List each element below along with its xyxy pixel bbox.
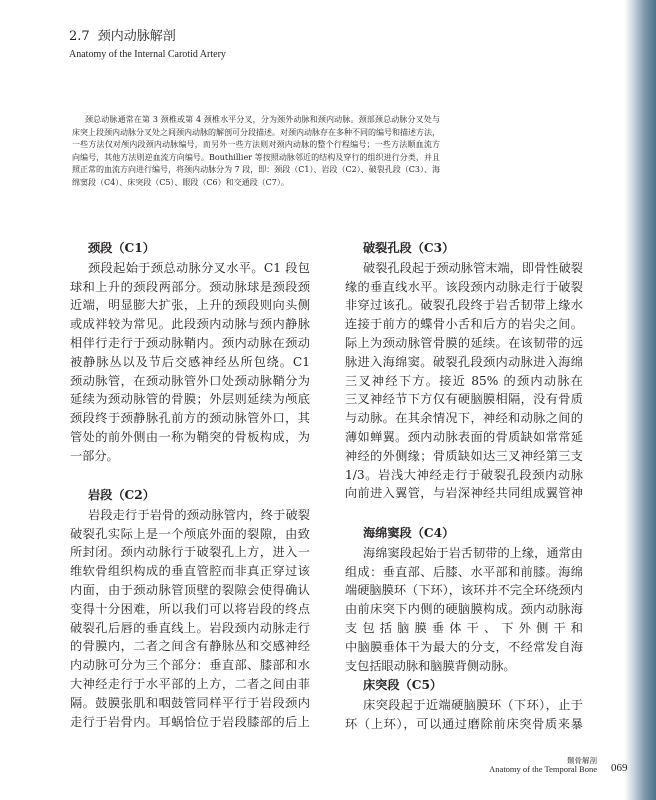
text-line: 缘的垂直线水平。该段颈内动脉走行于破裂 — [345, 279, 583, 294]
text-line: 被静脉丛以及节后交感神经丛所包绕。C1 — [70, 354, 310, 369]
text-line: 走行于岩骨内。耳蜗恰位于岩段膝部的后上 — [70, 714, 310, 729]
text-line: 向编号，其他方法则逆血流方向编号。Bouthillier 等按照动脉邻近的结构及穿行的组织进行分类，并且 — [72, 152, 440, 162]
text-line: 或成袢较为常见。此段颈内动脉与颈内静脉 — [70, 317, 310, 332]
text-line: 的骨膜内，二者之间含有静脉丛和交感神经 — [70, 639, 310, 654]
text-line: 内面，由于颈动脉管顶壁的裂隙会使得确认 — [70, 582, 310, 597]
text-line: 岩段走行于岩骨的颈动脉管内，终于破裂 — [88, 507, 310, 522]
text-line: 与动脉。在其余情况下，神经和动脉之间的 — [345, 411, 583, 426]
text-line: 由前床突下内侧的硬脑膜构成。颈内动脉海 — [345, 602, 583, 617]
text-line: 支包括脑膜垂体干、下外侧干和 — [345, 620, 583, 635]
section-heading: 颈段（C1） — [88, 241, 155, 255]
text-line: 际上为颈动脉管骨膜的延续。在该韧带的远 — [345, 335, 583, 350]
text-line: 非穿过该孔。破裂孔段终于岩舌韧带上缘水 — [345, 298, 583, 313]
running-footer-english: Anatomy of the Temporal Bone — [489, 764, 597, 774]
text-line: 海绵窦段起始于岩舌韧带的上缘，通常由 — [363, 545, 583, 560]
text-line: 所封闭。颈内动脉行于破裂孔上方，进入一 — [70, 545, 310, 560]
section-heading: 海绵窦段（C4） — [363, 526, 455, 540]
text-line: 向前进入翼管，与岩深神经共同组成翼管神 — [345, 486, 583, 501]
section-paragraph — [345, 259, 583, 503]
section-title-text: 颈内动脉解剖 — [97, 29, 176, 44]
text-line: 颈段起始于颈总动脉分叉水平。C1 段包 — [88, 260, 310, 275]
text-line: 近端，明显膨大扩张，上升的颈段则向头侧 — [70, 298, 310, 313]
intro-paragraph — [72, 114, 440, 189]
text-line: 隔。鼓膜张肌和咽鼓管同样平行于岩段颈内 — [70, 695, 310, 710]
text-line: 大神经走行于水平部的上方，二者之间由菲 — [70, 676, 310, 691]
text-line: 维软骨组织构成的垂直管腔而非真正穿过该 — [70, 564, 310, 579]
section-paragraph — [345, 696, 583, 734]
text-line: 颈动脉管，在颈动脉管外口处颈动脉鞘分为 — [70, 373, 310, 388]
text-line: 脉进入海绵窦。破裂孔段颈内动脉进入海绵 — [345, 354, 583, 369]
section-paragraph — [70, 506, 310, 732]
text-line: 破裂孔段起于颈动脉管末端，即骨性破裂 — [363, 260, 583, 275]
text-line: 端硬脑膜环（下环），该环并不完全环绕颈内 — [345, 583, 583, 598]
text-line: 一部分。 — [70, 448, 119, 463]
running-footer-chinese: 颞骨解剖 — [567, 756, 597, 765]
text-line: 内动脉可分为三个部分：垂直部、膝部和水 — [70, 658, 310, 673]
page-number: 069 — [611, 762, 628, 774]
text-line: 颈总动脉通常在第 3 颈椎或第 4 颈椎水平分叉，分为颈外动脉和颈内动脉。颈部颈总动脉分叉处与 — [85, 115, 440, 124]
text-line: 环（上环），可以通过磨除前床突骨质来暴 — [345, 716, 583, 731]
text-line: 中脑膜垂体干为最大的分支，不经常发自海 — [345, 639, 583, 654]
section-subtitle: Anatomy of the Internal Carotid Artery — [69, 49, 226, 60]
section-heading: 岩段（C2） — [88, 488, 155, 502]
text-line: 组成：垂直部、后膝、水平部和前膝。海绵 — [345, 564, 583, 579]
page-edge-gradient — [624, 0, 656, 800]
section-title — [69, 28, 176, 46]
text-line: 破裂孔实际上是一个颅底外面的裂隙，由致 — [70, 526, 310, 541]
section-c2 — [70, 486, 310, 731]
section-c4 — [345, 524, 583, 675]
text-line: 床突段起于近端硬脑膜环（下环），止于 — [363, 697, 583, 712]
section-paragraph — [345, 544, 583, 676]
section-heading: 床突段（C5） — [363, 678, 443, 692]
text-line: 神经的外侧缘；骨质缺如达三叉神经第三支 — [345, 448, 583, 463]
text-line: 一些方法仅对颅内段颈内动脉编号，而另外一些方法则对颈内动脉的整个行程编号；一些方法顺血流方 — [72, 140, 440, 149]
text-line: 支包括眼动脉和脑膜背侧动脉。 — [345, 658, 516, 673]
text-line: 1/3。岩浅大神经走行于破裂孔段颈内动脉 — [345, 467, 583, 482]
section-number: 2.7 — [69, 29, 90, 44]
text-line: 颈段终于颈静脉孔前方的颈动脉管外口，其 — [70, 411, 310, 426]
text-line: 相伴行走行于颈动脉鞘内。颈内动脉在颈动 — [70, 335, 310, 350]
text-line: 破裂孔后唇的垂直线上。岩段颈内动脉走行 — [70, 620, 310, 635]
text-line: 三叉神经下方。接近 85% 的颈内动脉在 — [345, 373, 583, 388]
text-line: 薄如蝉翼。颈内动脉表面的骨质缺如常常延 — [345, 429, 583, 444]
text-line: 照正常的血流方向进行编号，将颈内动脉分为 7 段，即：颈段（C1）、岩段（C2）、破裂孔段（C3）、海 — [72, 165, 440, 174]
text-line: 变得十分困难，所以我们可以将岩段的终点 — [70, 601, 310, 616]
section-c3 — [345, 239, 583, 503]
section-heading: 破裂孔段（C3） — [363, 241, 455, 255]
text-line: 三叉神经节下方仅有硬脑膜相隔，没有骨质 — [345, 392, 583, 407]
text-line: 床突上段颈内动脉分叉处之间颈内动脉的解剖可分段描述。对颈内动脉存在多种不同的编号和描述方法， — [72, 127, 440, 137]
text-line: 绵窦段（C4）、床突段（C5）、眼段（C6）和交通段（C7）。 — [72, 177, 289, 187]
section-c1 — [70, 239, 310, 466]
text-line: 球和上升的颈段两部分。颈动脉球是颈段颈 — [70, 279, 310, 294]
text-line: 管处的前外侧由一称为鞘突的骨板构成，为 — [70, 429, 310, 444]
text-line: 延续为颈动脉管的骨膜；外层则延续为颅底 — [70, 392, 310, 407]
section-c5 — [345, 676, 583, 733]
section-paragraph — [70, 259, 310, 466]
text-line: 连接于前方的蝶骨小舌和后方的岩尖之间。 — [345, 317, 583, 332]
